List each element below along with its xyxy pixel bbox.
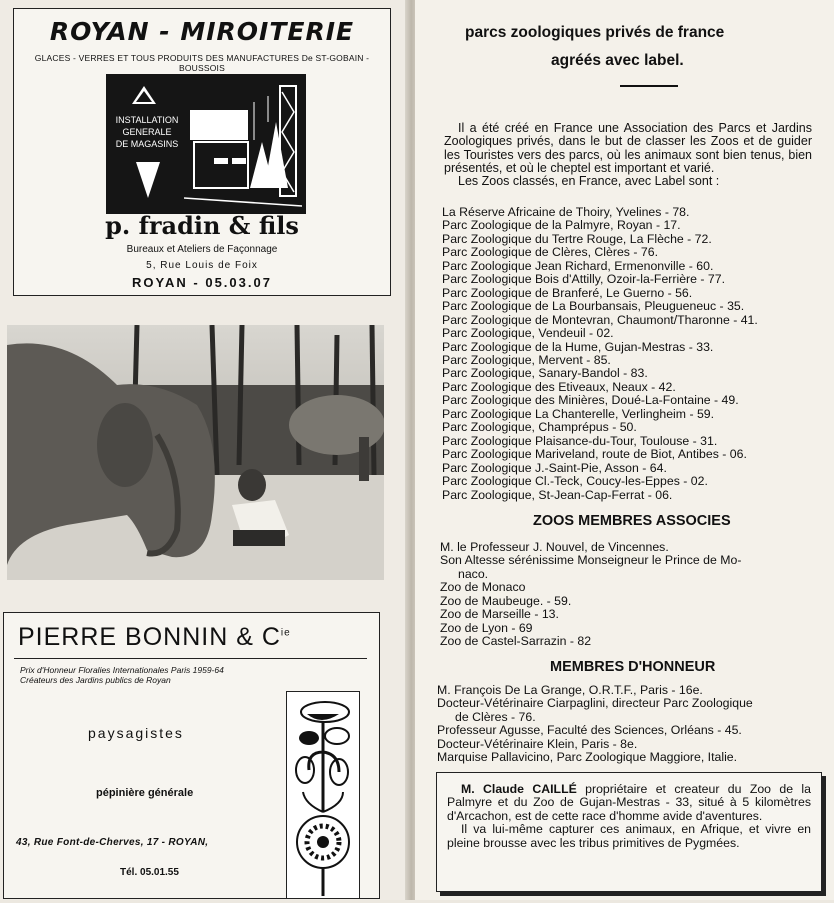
list-item: Docteur-Vétérinaire Klein, Paris - 8e. (437, 736, 638, 751)
caille-name: M. Claude CAILLÉ (461, 782, 577, 796)
list-item: naco. (458, 566, 489, 581)
list-item: Parc Zoologique, St-Jean-Cap-Ferrat - 06. (442, 487, 673, 502)
article-title-line2: agréés avec label. (551, 52, 684, 69)
associates-list (440, 541, 815, 649)
list-item: Parc Zoologique Cl.-Teck, Coucy-les-Eppes - 02. (442, 474, 708, 489)
list-item: Zoo de Marseille - 13. (440, 607, 559, 622)
bonnin-nursery: pépinière générale (96, 787, 194, 799)
installation-graphic (106, 74, 306, 214)
list-item: Parc Zoologique du Tertre Rouge, La Flèche - 72. (442, 231, 712, 246)
triangle-up-icon (132, 86, 156, 104)
list-item: Parc Zoologique La Chanterelle, Verlingheim - 59. (442, 406, 715, 421)
list-item: Parc Zoologique de la Palmyre, Royan - 17. (442, 218, 681, 233)
triangle-down-icon (136, 162, 160, 198)
bonnin-creators: Créateurs des Jardins publics de Royan (20, 675, 171, 685)
list-item: Parc Zoologique de Clères, Clères - 76. (442, 245, 658, 260)
plant-illustration (286, 691, 360, 899)
bonnin-phone: Tél. 05.01.55 (120, 867, 179, 878)
caille-text (447, 783, 811, 850)
title-underline (620, 85, 678, 87)
installation-text: INSTALLATION GENERALE DE MAGASINS (115, 115, 179, 149)
miroiterie-ad (13, 8, 391, 296)
ad-line-1: Bureaux et Ateliers de Façonnage (126, 244, 278, 255)
list-item: Parc Zoologique Plaisance-du-Tour, Toulouse - 31. (442, 433, 718, 448)
intro-label-heading: Les Zoos classés, en France, avec Label sont : (458, 174, 720, 189)
flower-icon (287, 692, 359, 898)
bonnin-ad (3, 612, 380, 899)
list-item: Parc Zoologique Jean Richard, Ermenonville - 60. (442, 258, 714, 273)
ad-company-name: p. fradin & fils (105, 211, 299, 240)
list-item: Son Altesse sérénissime Monseigneur le Prince de Mo- (440, 553, 742, 568)
ad-brand: ROYAN - MIROITERIE (49, 17, 355, 46)
ad-line-2: 5, Rue Louis de Foix (146, 260, 258, 271)
caille-paragraph-1: propriétaire et createur du Zoo de la Palmyre et du Zoo de Gujan-Mestras - 33, situé à 5 kilomètres d'Arcachon, est de cette race d'homme avide d'aventures. (447, 782, 811, 823)
honor-heading: MEMBRES D'HONNEUR (550, 659, 716, 675)
list-item: Parc Zoologique de Branferé, Le Guerno - 56. (442, 285, 693, 300)
bonnin-title: PIERRE BONNIN & $C^{ie}$ (18, 623, 291, 651)
list-item: Zoo de Monaco (440, 580, 526, 595)
ad-line-3: ROYAN - 05.03.07 (132, 275, 272, 290)
honor-list (437, 684, 817, 765)
list-item: Parc Zoologique de Montevran, Chaumont/Tharonne - 41. (442, 312, 758, 327)
list-item: Docteur-Vétérinaire Ciarpaglini, directeur Parc Zoologique (437, 696, 753, 711)
list-item: Parc Zoologique, Mervent - 85. (442, 352, 611, 367)
bonnin-trade: paysagistes (88, 725, 184, 741)
list-item: Parc Zoologique de la Hume, Gujan-Mestras - 33. (442, 339, 714, 354)
article-intro (444, 122, 812, 188)
photo-illustration (7, 325, 384, 580)
bonnin-award: Prix d'Honneur Floralies Internationales Paris 1959-64 (20, 665, 224, 675)
list-item: Parc Zoologique, Sanary-Bandol - 83. (442, 366, 648, 381)
list-item: Parc Zoologique Bois d'Attilly, Ozoir-la-Ferrière - 77. (442, 272, 725, 287)
list-item: M. le Professeur J. Nouvel, de Vincennes. (440, 540, 669, 554)
caille-paragraph-2: Il va lui-même capturer ces animaux, en Afrique, et vivre en pleine brousse avec les tribus primitives de Pygmées. (447, 822, 811, 850)
elephant-photo (7, 325, 384, 580)
bonnin-address: 43, Rue Font-de-Cherves, 17 - ROYAN, (16, 837, 209, 848)
list-item: Zoo de Lyon - 69 (440, 620, 533, 635)
storefront-illustration (184, 82, 302, 208)
list-item: Professeur Agusse, Faculté des Sciences, Orléans - 45. (437, 723, 742, 738)
caille-box (436, 772, 822, 892)
list-item: Parc Zoologique, Champrépus - 50. (442, 420, 637, 435)
list-item: Parc Zoologique des Etiveaux, Neaux - 42. (442, 379, 676, 394)
bonnin-divider (14, 658, 367, 659)
list-item: Parc Zoologique de La Bourbansais, Pleugueneuc - 35. (442, 299, 745, 314)
list-item: Parc Zoologique, Vendeuil - 02. (442, 326, 614, 341)
list-item: M. François De La Grange, O.R.T.F., Paris - 16e. (437, 683, 703, 697)
list-item: Parc Zoologique Mariveland, route de Biot, Antibes - 06. (442, 447, 747, 462)
list-item: Zoo de Maubeuge. - 59. (440, 593, 572, 608)
list-item: La Réserve Africaine de Thoiry, Yvelines - 78. (442, 205, 690, 219)
intro-paragraph: Il a été créé en France une Association des Parcs et Jardins Zoologiques privés, dans le but de classer les Zoos et de guider les Touristes vers des parcs, où les animaux sont bien tenus, bien présentés, et où le cheptel est important et varié. (444, 121, 812, 175)
list-item: Parc Zoologique J.-Saint-Pie, Asson - 64. (442, 460, 667, 475)
article-title-line1: parcs zoologiques privés de france (465, 24, 725, 41)
list-item: de Clères - 76. (455, 709, 536, 724)
list-item: Marquise Pallavicino, Parc Zoologique Maggiore, Italie. (437, 750, 738, 765)
labelled-zoo-list (442, 206, 817, 502)
list-item: Parc Zoologique des Minières, Doué-La-Fontaine - 49. (442, 393, 739, 408)
ad-tagline: GLACES - VERRES ET TOUS PRODUITS DES MANUFACTURES De ST-GOBAIN - BOUSSOIS (34, 53, 370, 73)
associates-heading: ZOOS MEMBRES ASSOCIES (533, 513, 731, 529)
list-item: Zoo de Castel-Sarrazin - 82 (440, 634, 592, 649)
